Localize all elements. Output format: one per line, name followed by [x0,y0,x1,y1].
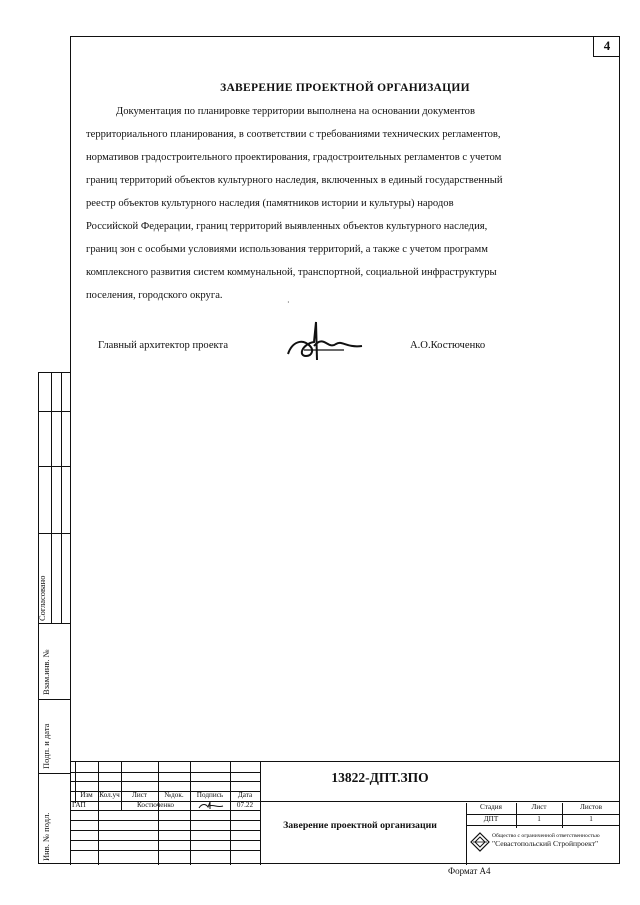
tb-line [70,840,260,841]
tb-sheets-header: Листов [580,803,602,811]
tb-stage: ДПТ [483,815,499,823]
tb-role: ГАП [72,801,86,809]
stamp-divider [39,411,71,412]
signatory-name: А.О.Костюченко [410,340,486,351]
stamp-inv-original: Инв. № подл. [41,812,51,861]
tb-line [70,830,260,831]
body-line: комплексного развития систем коммунальной, транспортной, социальной инфраструктуры [86,267,497,278]
body-line: поселения, городского округа. [86,290,223,301]
body-line: Документация по планировке территории выполнена на основании документов [116,106,475,117]
tb-sheet-header: Лист [531,803,547,811]
tb-header-koluch: Кол.уч [99,791,120,799]
body-line: нормативов градостроительного проектирования, градостроительных регламентов с учетом [86,152,502,163]
body-line: реестр объектов культурного наследия (памятников истории и культуры) народов [86,198,454,209]
signatory-role: Главный архитектор проекта [98,340,229,351]
stamp-replaced-inv: Взам.инв. № [41,649,51,695]
tb-line [70,850,260,851]
tb-sheet: 1 [537,815,541,823]
signature-small-image [198,802,224,810]
tb-header-date: Дата [237,791,253,799]
stray-mark: · [287,298,290,307]
organization-line-2: "Севастопольский Стройпроект" [492,839,599,848]
stamp-sign-date: Подп. и дата [41,723,51,769]
organization-logo-icon [470,832,490,852]
document-code: 13822-ДПТ.ЗПО [331,770,429,785]
format-label: Формат А4 [448,866,491,876]
tb-stage-header: Стадия [480,803,502,811]
document-name: Заверение проектной организации [283,820,437,831]
stamp-divider [39,773,71,774]
body-line: территориального планирования, в соответствии с требованиями технических регламентов, [86,129,501,140]
document-body [86,100,606,307]
tb-header-ndoc: №док. [164,791,184,799]
tb-line [70,820,260,821]
tb-line [466,825,620,826]
tb-line [70,810,260,811]
organization-name [492,832,600,848]
tb-name: Костюченко [136,801,174,809]
stamp-divider [39,533,71,534]
body-line: границ зон с особыми условиями использования территорий, а также с учетом программ [86,244,488,255]
stamp-divider [39,623,71,624]
organization-line-1: Общество с ограниченной ответственностью [492,833,600,839]
organization-block [466,828,620,864]
document-heading: ЗАВЕРЕНИЕ ПРОЕКТНОЙ ОРГАНИЗАЦИИ [220,82,470,94]
body-line: Российской Федерации, границ территорий выявленных объектов культурного наследия, [86,221,488,232]
body-line: границ территорий объектов культурного наследия, включенных в единый государственный [86,175,503,186]
stamp-agreed: Согласовано [37,575,47,621]
title-block [70,761,620,864]
stamp-divider [39,699,71,700]
tb-header-izm: Изм [80,791,93,799]
margin-stamp [38,372,70,864]
tb-header-list: Лист [131,791,148,799]
stamp-divider [39,466,71,467]
page-number: 4 [593,36,620,57]
tb-line [70,772,260,773]
tb-line [70,781,260,782]
tb-date: 07.22 [236,801,254,809]
tb-header-signature: Подпись [196,791,224,799]
tb-sheets: 1 [589,815,593,823]
signature-image [284,320,366,364]
